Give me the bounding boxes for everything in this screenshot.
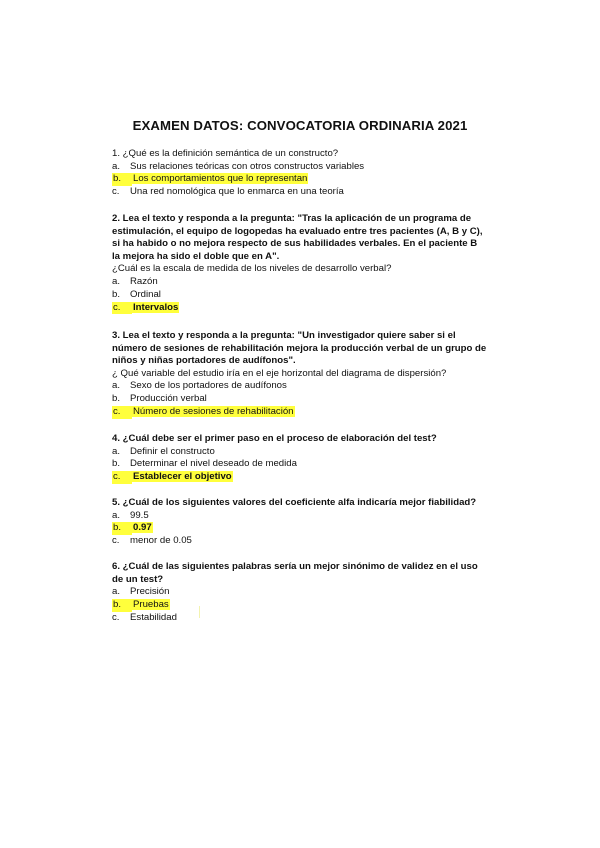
option-letter: c. [112,302,132,315]
options-list [112,586,487,624]
option-letter: b. [112,458,121,470]
option-text: Sus relaciones teóricas con otros constructos variables [130,160,365,172]
question-6 [112,561,487,625]
options-list [112,510,487,548]
question-text: 3. Lea el texto y responda a la pregunta: "Un investigador quiere saber si el número de sesiones de rehabilitación mejora la producción verbal de un grupo de niños y niñas portadores de audífonos". [112,330,487,367]
faint-highlight-mark [199,606,200,618]
question-3 [112,330,487,419]
option-b[interactable] [112,393,487,406]
page-title: EXAMEN DATOS: CONVOCATORIA ORDINARIA 2021 [132,118,468,133]
option-letter: b. [112,599,132,612]
option-text: Pruebas [133,598,169,610]
option-c[interactable] [112,186,487,199]
option-letter: b. [112,522,132,535]
option-text: 99.5 [130,509,149,521]
option-letter: a. [112,445,121,457]
option-text: Una red nomológica que lo enmarca en una teoría [130,186,344,198]
option-text: Determinar el nivel deseado de medida [130,458,297,470]
option-a[interactable] [112,446,487,459]
question-4 [112,433,487,484]
option-text: Razón [130,275,158,287]
option-letter: a. [112,275,121,287]
option-c[interactable] [112,302,487,315]
option-letter: c. [112,186,120,198]
question-2 [112,213,487,314]
option-text: Los comportamientos que lo representan [133,173,308,185]
option-text: Precisión [130,586,170,598]
option-b[interactable] [112,458,487,471]
question-text: 6. ¿Cuál de las siguientes palabras sería un mejor sinónimo de validez en el uso de un test? [112,561,478,585]
option-text: Ordinal [130,288,161,300]
question-text: 5. ¿Cuál de los siguientes valores del coeficiente alfa indicaría mejor fiabilidad? [112,497,477,508]
option-b[interactable] [112,173,487,186]
option-c[interactable] [112,471,487,484]
option-letter: c. [112,471,132,484]
option-letter: b. [112,393,121,405]
option-text: Definir el constructo [130,445,215,457]
option-text: Estabilidad [130,611,177,623]
option-a[interactable] [112,510,487,523]
option-text: Producción verbal [130,393,207,405]
option-a[interactable] [112,380,487,393]
question-5 [112,497,487,548]
option-letter: c. [112,611,120,623]
options-list [112,446,487,484]
option-text: Sexo de los portadores de audífonos [130,380,287,392]
option-b[interactable] [112,599,487,612]
question-text: 2. Lea el texto y responda a la pregunta: "Tras la aplicación de un programa de estimulación, el equipo de logopedas ha evaluado entre tres pacientes (A, B y C), si ha habido o no mejora respecto de sus habilidades verbales. En el paciente B la mejora ha sido el doble que en A". [112,213,483,262]
options-list [112,276,487,314]
option-c[interactable] [112,535,487,548]
option-letter: a. [112,160,121,172]
option-letter: a. [112,586,121,598]
option-b[interactable] [112,289,487,302]
question-subtext: ¿Cuál es la escala de medida de los niveles de desarrollo verbal? [112,263,392,275]
options-list [112,161,487,199]
option-letter: a. [112,380,121,392]
option-letter: a. [112,509,121,521]
options-list [112,380,487,418]
option-c[interactable] [112,406,487,419]
option-letter: b. [112,288,121,300]
option-a[interactable] [112,586,487,599]
option-letter: b. [112,173,132,186]
option-b[interactable] [112,522,487,535]
option-letter: c. [112,406,132,419]
option-text: Establecer el objetivo [133,471,232,483]
question-1 [112,148,487,199]
question-text: 4. ¿Cuál debe ser el primer paso en el proceso de elaboración del test? [112,433,437,444]
option-letter: c. [112,535,120,547]
option-text: menor de 0.05 [130,535,192,547]
option-text: 0.97 [133,522,152,534]
option-text: Número de sesiones de rehabilitación [133,405,294,417]
option-c[interactable] [112,612,487,625]
question-text: 1. ¿Qué es la definición semántica de un constructo? [112,148,339,159]
option-text: Intervalos [133,301,179,313]
option-a[interactable] [112,161,487,174]
question-subtext: ¿ Qué variable del estudio iría en el eje horizontal del diagrama de dispersión? [112,367,447,379]
option-a[interactable] [112,276,487,289]
